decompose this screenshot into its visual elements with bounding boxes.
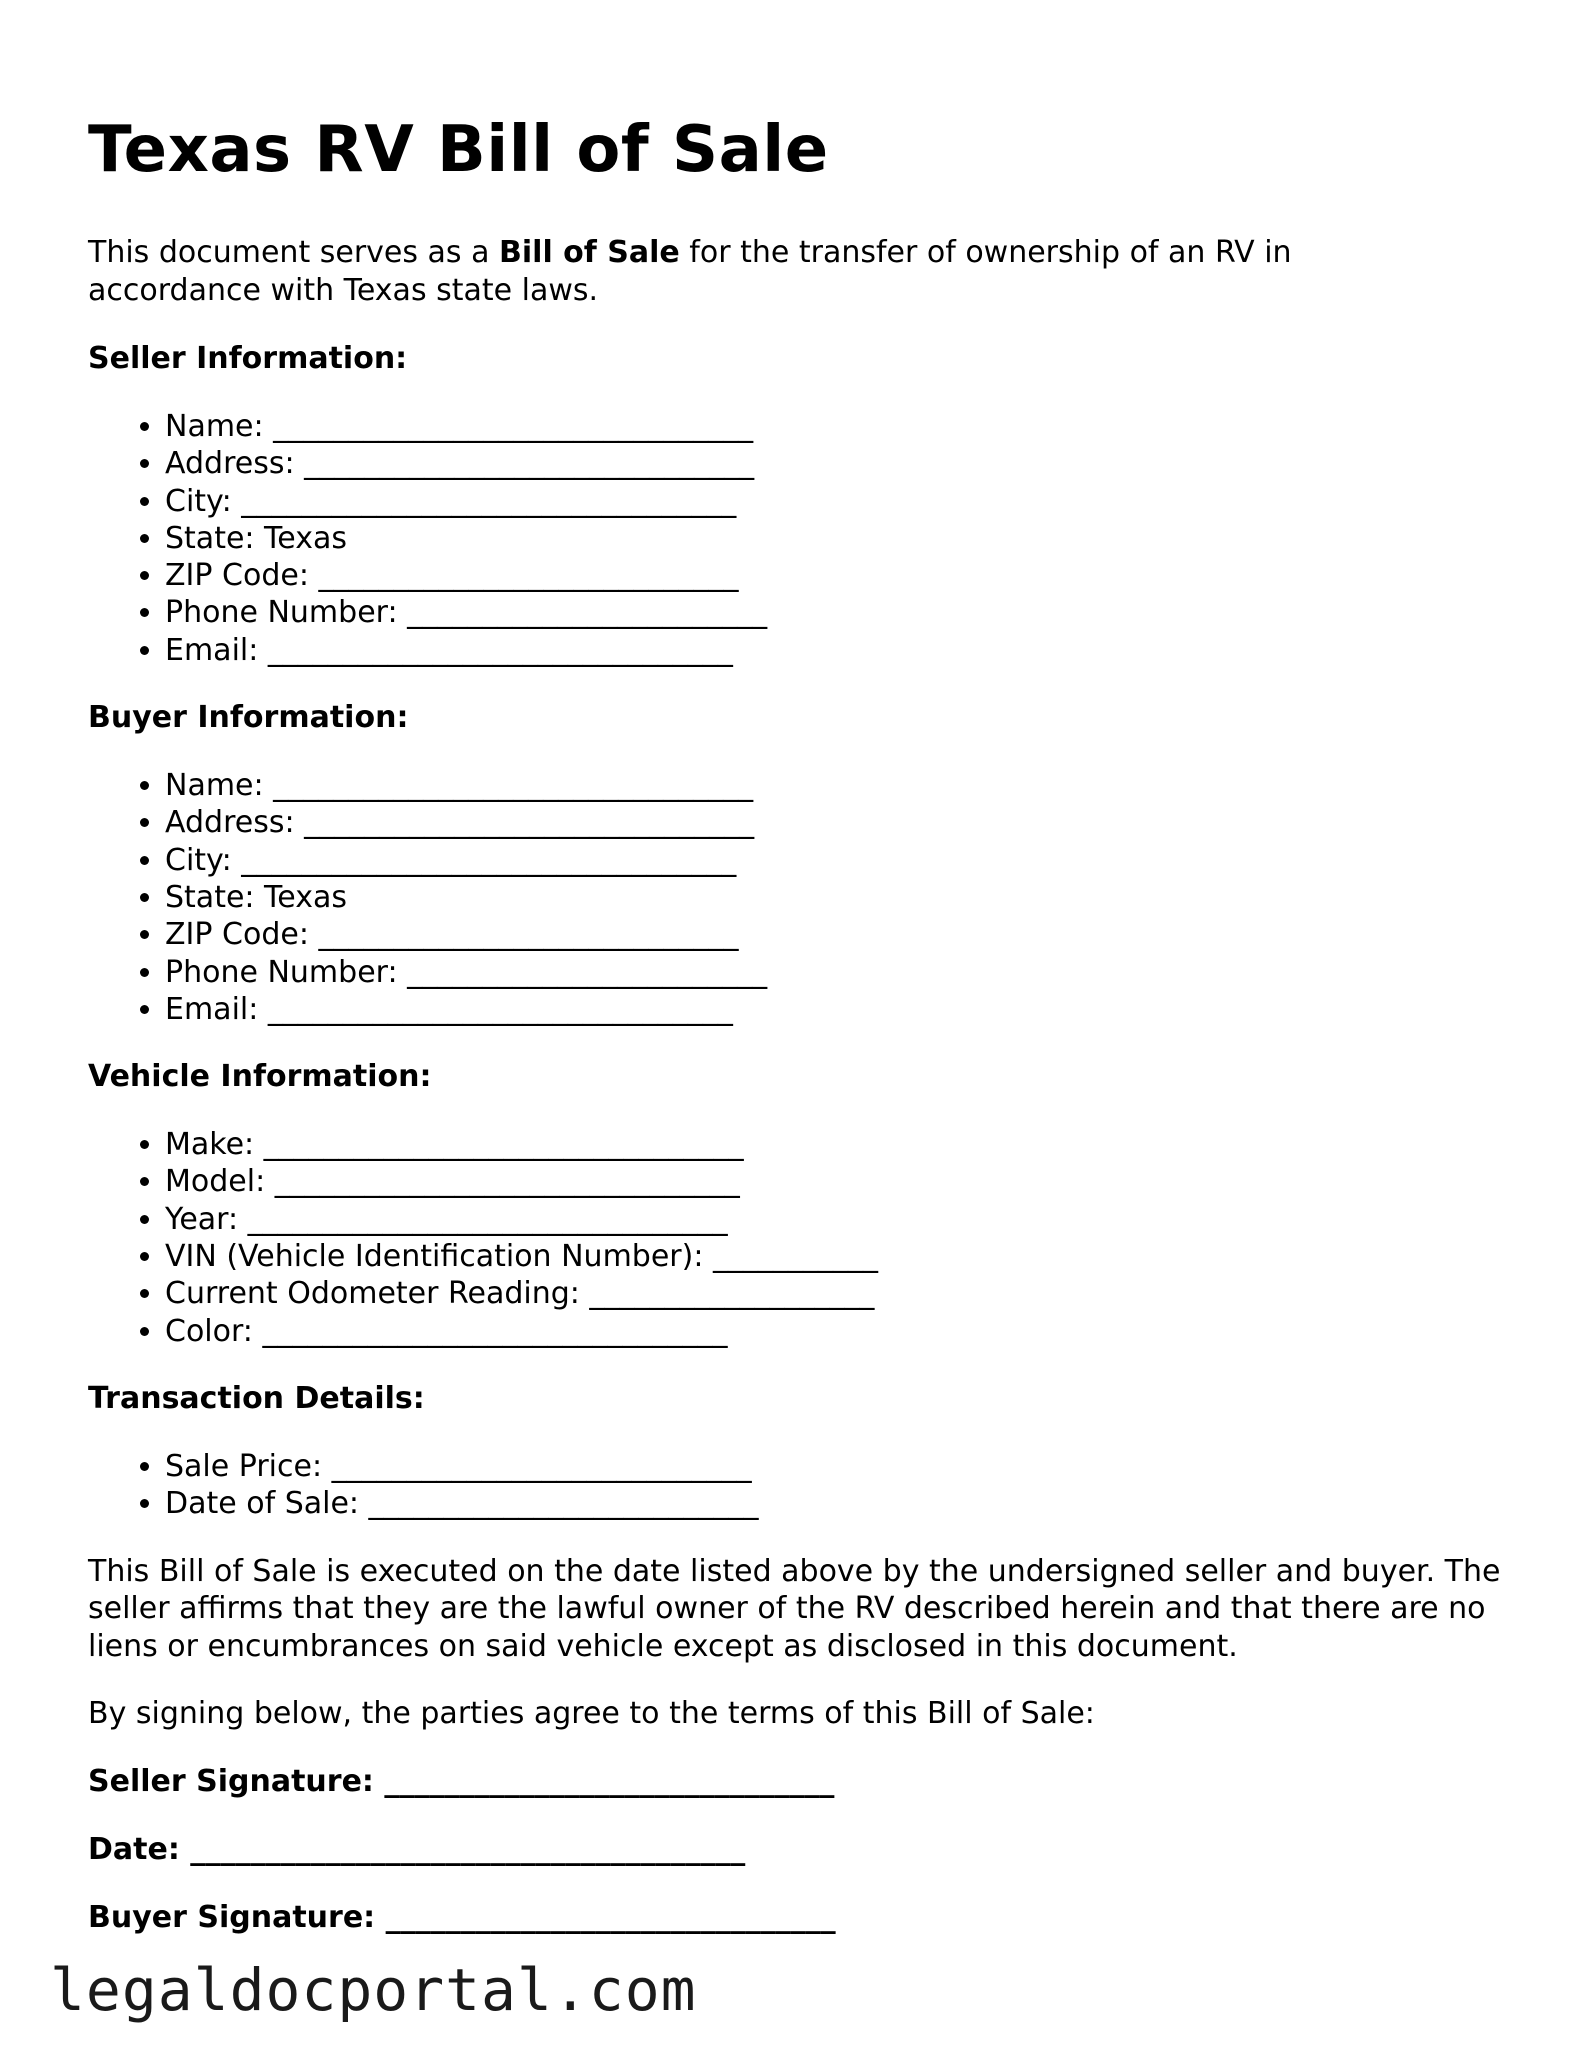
vehicle-color-field[interactable]: • Color: _______________________________ <box>165 1313 1518 1350</box>
seller-city-field[interactable]: • City: _________________________________ <box>165 483 1518 520</box>
buyer-section-heading: Buyer Information: <box>88 700 409 736</box>
vehicle-info-list <box>88 1126 1518 1350</box>
sale-price-field[interactable]: • Sale Price: ____________________________ <box>165 1448 1518 1485</box>
vehicle-year-field[interactable]: • Year: ________________________________ <box>165 1201 1518 1238</box>
vehicle-make-field[interactable]: • Make: ________________________________ <box>165 1126 1518 1163</box>
intro-text-after: for the transfer of ownership of an RV in accordance with Texas state laws. <box>88 235 1292 308</box>
seller-info-list <box>88 408 1518 669</box>
transaction-section-heading: Transaction Details: <box>88 1380 425 1416</box>
document-title: Texas RV Bill of Sale <box>88 113 829 187</box>
document-page <box>88 108 1518 1937</box>
intro-paragraph <box>88 234 1388 310</box>
execution-paragraph: This Bill of Sale is executed on the date listed above by the undersigned seller and buyer. The seller affirms that they are the lawful owner of the RV described herein and that there are no liens or encumbrances on said vehicle except as disclosed in this document. <box>88 1553 1501 1664</box>
buyer-address-field[interactable]: • Address: ______________________________ <box>165 804 1518 841</box>
buyer-city-field[interactable]: • City: _________________________________ <box>165 842 1518 879</box>
seller-zip-field[interactable]: • ZIP Code: ____________________________ <box>165 557 1518 594</box>
intro-text-before: This document serves as a <box>88 235 500 270</box>
buyer-zip-field[interactable]: • ZIP Code: ____________________________ <box>165 916 1518 953</box>
vehicle-model-field[interactable]: • Model: _______________________________ <box>165 1163 1518 1200</box>
seller-signature-field[interactable]: Seller Signature: ______________________________ <box>88 1763 835 1799</box>
buyer-signature-field[interactable]: Buyer Signature: ______________________________ <box>88 1899 836 1935</box>
buyer-name-field[interactable]: • Name: ________________________________ <box>165 767 1518 804</box>
buyer-email-field[interactable]: • Email: _______________________________ <box>165 991 1518 1028</box>
vehicle-odometer-field[interactable]: • Current Odometer Reading: ___________________ <box>165 1275 1518 1312</box>
site-watermark: legaldocportal.com <box>50 1956 697 2024</box>
transaction-info-list <box>88 1448 1518 1523</box>
seller-address-field[interactable]: • Address: ______________________________ <box>165 445 1518 482</box>
vehicle-vin-field[interactable]: • VIN (Vehicle Identification Number): ___________ <box>165 1238 1518 1275</box>
seller-state-field: • State: Texas <box>165 520 1518 557</box>
vehicle-section-heading: Vehicle Information: <box>88 1059 432 1095</box>
buyer-info-list <box>88 767 1518 1028</box>
buyer-state-field: • State: Texas <box>165 879 1518 916</box>
intro-bold-term: Bill of Sale <box>499 235 680 270</box>
seller-section-heading: Seller Information: <box>88 341 408 376</box>
agreement-paragraph: By signing below, the parties agree to the terms of this Bill of Sale: <box>88 1696 1095 1732</box>
buyer-phone-field[interactable]: • Phone Number: ________________________ <box>165 954 1518 991</box>
seller-phone-field[interactable]: • Phone Number: ________________________ <box>165 594 1518 631</box>
seller-email-field[interactable]: • Email: _______________________________ <box>165 632 1518 669</box>
signature-date-field[interactable]: Date: _____________________________________ <box>88 1831 746 1867</box>
date-of-sale-field[interactable]: • Date of Sale: __________________________ <box>165 1485 1518 1522</box>
seller-name-field[interactable]: • Name: ________________________________ <box>165 408 1518 445</box>
